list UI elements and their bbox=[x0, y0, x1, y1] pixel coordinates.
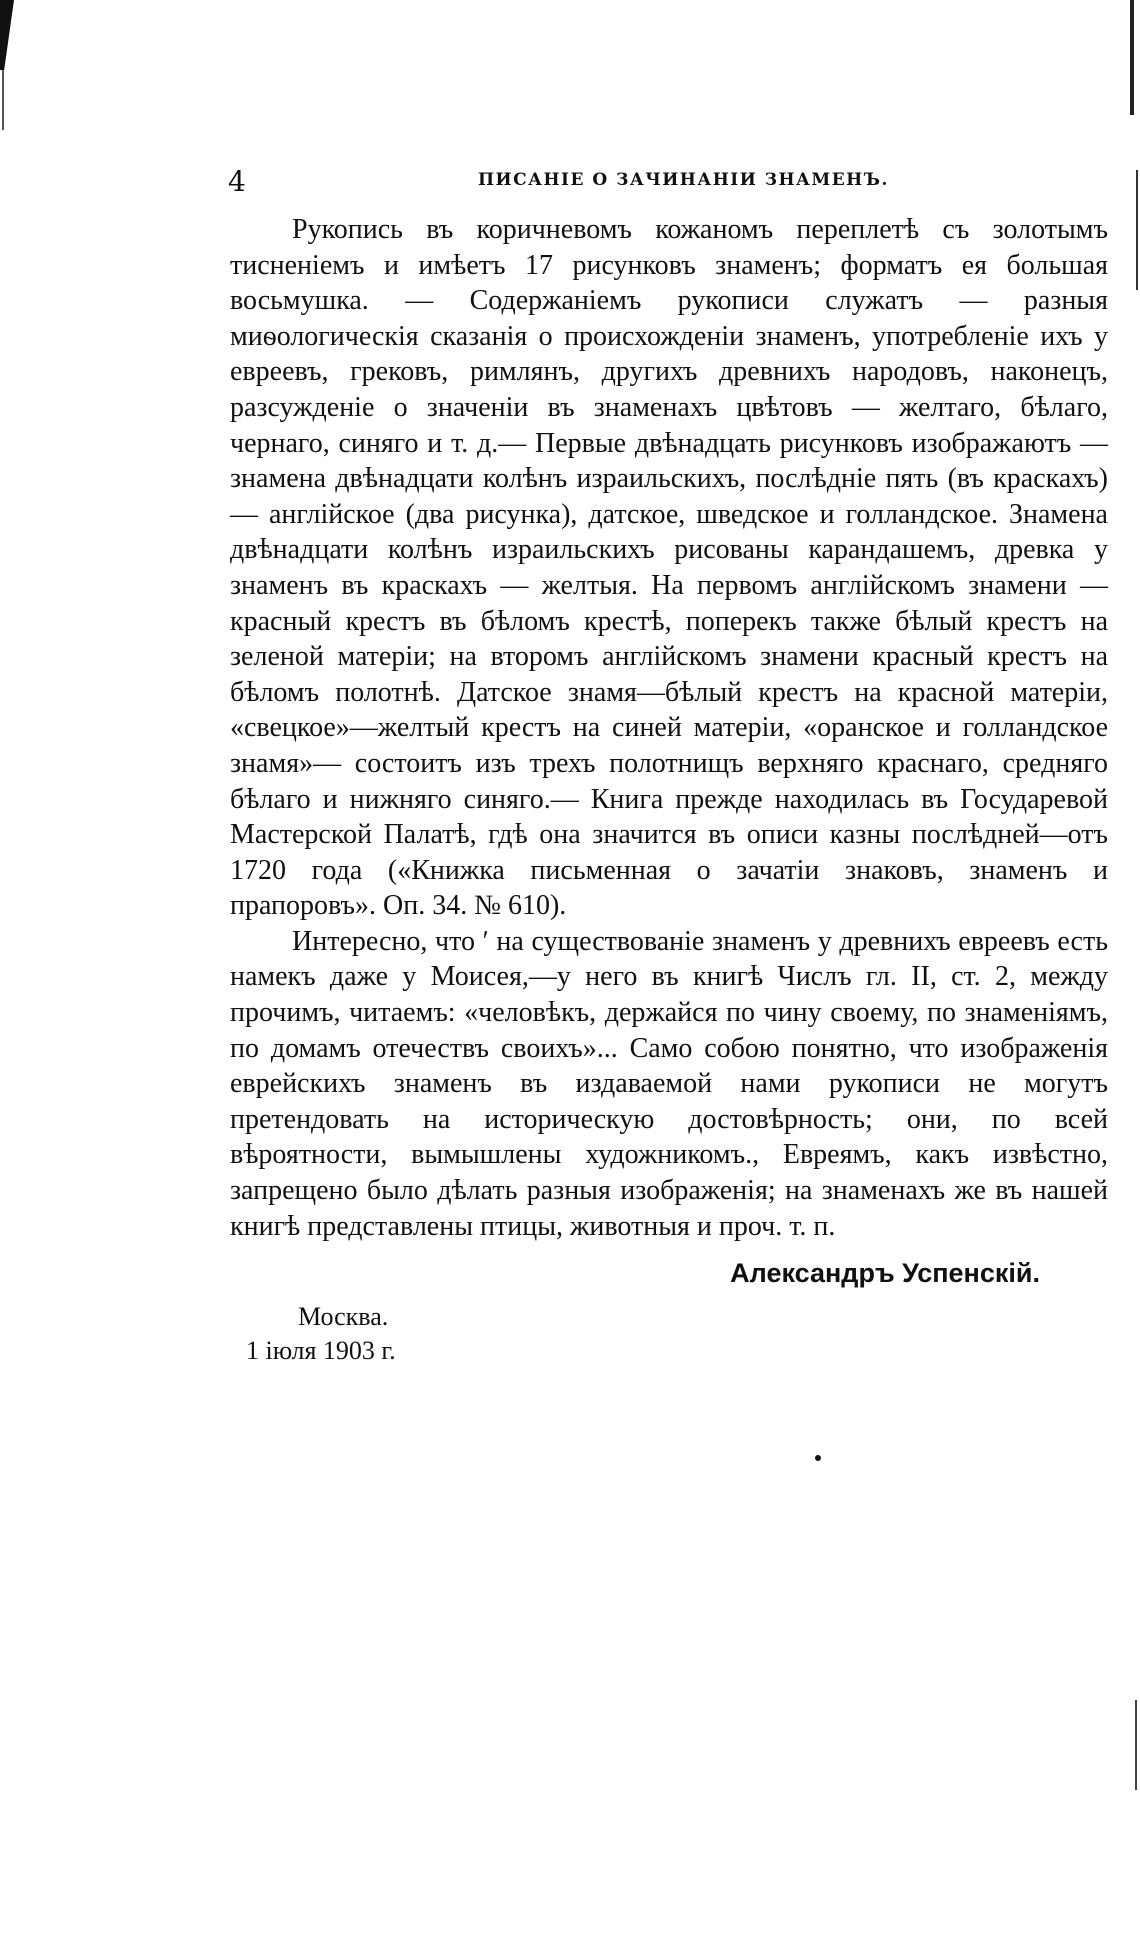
scan-edge-right bbox=[1130, 0, 1134, 115]
paragraph-2: Интересно, что ʹ на существованіе знаменъ у древнихъ евреевъ есть намекъ даже у Моисея,—у него въ книгѣ Числъ гл. II, ст. 2, между прочимъ, читаемъ: «человѣкъ, держайся по чину своему, по знаменіямъ, по домамъ отечествъ своихъ»... Само собою понятно, что изображенія еврейскихъ знаменъ въ издаваемой нами рукописи не могутъ претендовать на историческую достовѣрность; они, по всей вѣроятности, вымышлены художникомъ., Евреямъ, какъ извѣстно, запрещено было дѣлать разныя изображенія; на знаменахъ же въ нашей книгѣ представлены птицы, животныя и проч. т. п. bbox=[230, 925, 1108, 1242]
scan-mark-left-thin bbox=[2, 70, 4, 130]
page-number: 4 bbox=[228, 165, 246, 198]
place: Москва. bbox=[298, 1302, 389, 1331]
scan-edge-right-bottom bbox=[1135, 1700, 1137, 1790]
scan-edge-right-lower bbox=[1136, 170, 1138, 290]
stray-dot bbox=[815, 1455, 821, 1461]
running-head: ПИСАНІЕ О ЗАЧИНАНІИ ЗНАМЕНЪ. bbox=[478, 170, 889, 190]
date: 1 іюля 1903 г. bbox=[246, 1336, 396, 1365]
main-text bbox=[230, 212, 1108, 1244]
signature: Александръ Успенскій. bbox=[730, 1258, 1040, 1288]
scan-mark-left bbox=[0, 0, 14, 70]
paragraph-1: Рукопись въ коричневомъ кожаномъ переплетѣ съ золотымъ тисненіемъ и имѣетъ 17 рисунковъ знаменъ; форматъ ея большая восьмушка. — Содержаніемъ рукописи служатъ — разныя миѳологическія сказанія о происхожденіи знаменъ, употребленіе ихъ у евреевъ, грековъ, римлянъ, другихъ древнихъ народовъ, наконецъ, разсужденіе о значеніи въ знаменахъ цвѣтовъ — желтаго, бѣлаго, чернаго, синяго и т. д.— Первые двѣнадцать рисунковъ изображаютъ — знамена двѣнадцати колѣнъ израильскихъ, послѣдніе пять (въ краскахъ) — англійское (два рисунка), датское, шведское и голландское. Знамена двѣнадцати колѣнъ израильскихъ рисованы карандашемъ, древка у знаменъ въ краскахъ — желтыя. На первомъ англійскомъ знамени — красный крестъ въ бѣломъ крестѣ, поперекъ также бѣлый крестъ на зеленой матеріи; на второмъ англійскомъ знамени красный крестъ на бѣломъ полотнѣ. Датское знамя—бѣлый крестъ на красной матеріи, «свецкое»—желтый крестъ на синей матеріи, «оранское и голландское знамя»— состоитъ изъ трехъ полотнищъ верхняго краснаго, средняго бѣлаго и нижняго синяго.— Книга прежде находилась въ Государевой Мастерской Палатѣ, гдѣ она значится въ описи казны послѣдней—отъ 1720 года («Книжка письменная о зачатіи знаковъ, знаменъ и прапоровъ». Оп. 34. № 610). bbox=[230, 214, 1108, 922]
